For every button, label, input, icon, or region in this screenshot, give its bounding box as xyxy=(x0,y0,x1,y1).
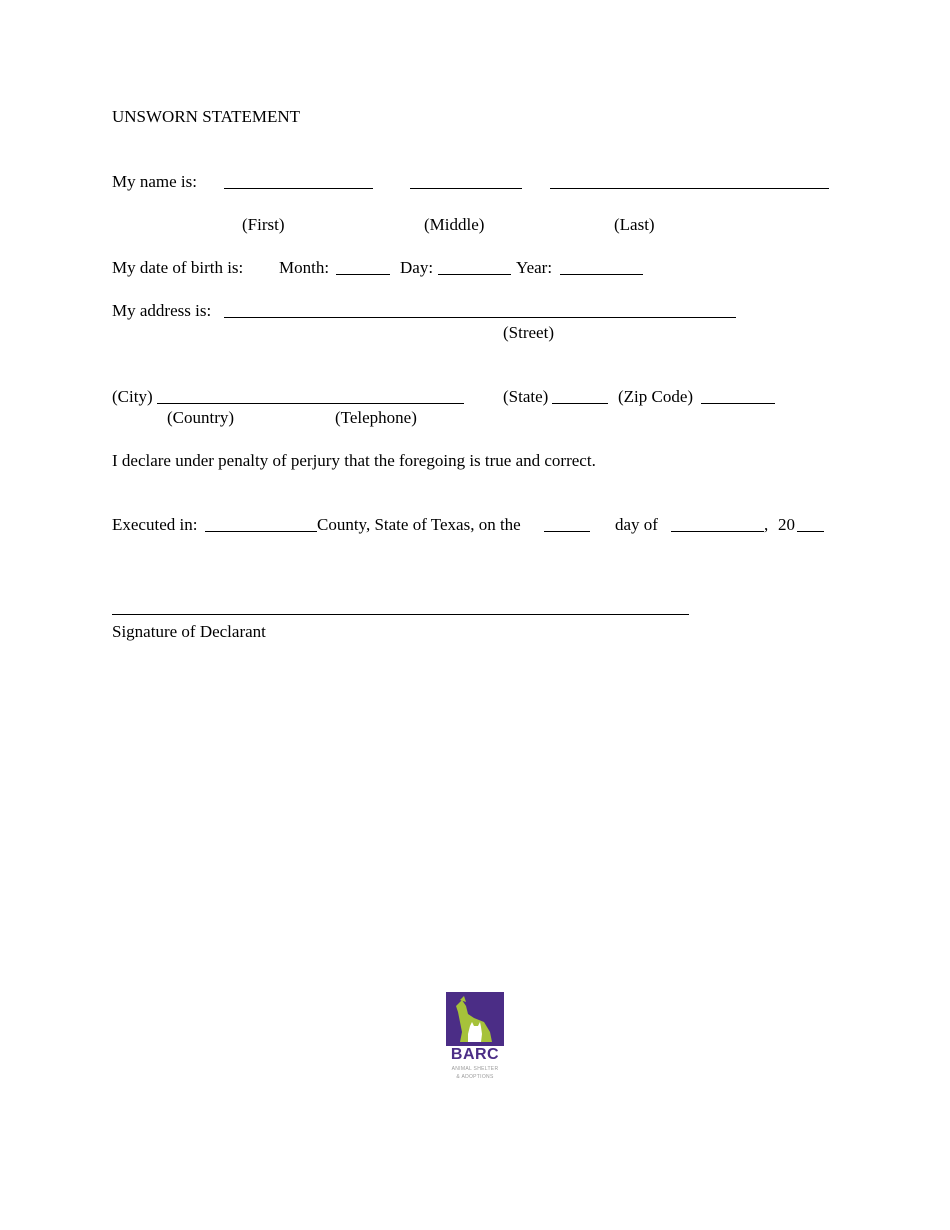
zip-label: (Zip Code) xyxy=(618,387,694,406)
month-label: Month: xyxy=(279,258,330,277)
last-name-field[interactable] xyxy=(550,173,829,189)
day-number-field[interactable] xyxy=(544,516,590,532)
logo-wordmark: BARC xyxy=(450,1046,500,1063)
address-label: My address is: xyxy=(112,301,212,320)
middle-name-caption: (Middle) xyxy=(424,215,485,234)
comma-text: , xyxy=(764,515,769,534)
state-field[interactable] xyxy=(552,388,608,404)
state-label: (State) xyxy=(503,387,549,406)
year-field[interactable] xyxy=(560,259,643,275)
dog-cat-silhouette-icon xyxy=(446,992,504,1046)
declaration-text: I declare under penalty of perjury that the foregoing is true and correct. xyxy=(112,451,596,470)
middle-name-field[interactable] xyxy=(410,173,522,189)
dob-label: My date of birth is: xyxy=(112,258,244,277)
barc-logo xyxy=(446,992,504,1086)
logo-tagline-1: ANIMAL SHELTER xyxy=(451,1066,499,1072)
name-label: My name is: xyxy=(112,172,197,191)
last-name-caption: (Last) xyxy=(614,215,655,234)
street-caption: (Street) xyxy=(503,323,554,342)
county-field[interactable] xyxy=(205,516,317,532)
city-label: (City) xyxy=(112,387,153,406)
zip-field[interactable] xyxy=(701,388,775,404)
logo-tagline-2: & ADOPTIONS xyxy=(456,1074,494,1080)
month-field[interactable] xyxy=(336,259,390,275)
signature-line[interactable] xyxy=(112,599,689,615)
street-field[interactable] xyxy=(224,302,736,318)
telephone-caption: (Telephone) xyxy=(335,408,417,427)
day-label: Day: xyxy=(400,258,434,277)
signature-label: Signature of Declarant xyxy=(112,622,266,641)
year-suffix-field[interactable] xyxy=(797,516,824,532)
first-name-field[interactable] xyxy=(224,173,373,189)
month-name-field[interactable] xyxy=(671,516,764,532)
country-caption: (Country) xyxy=(167,408,235,427)
first-name-caption: (First) xyxy=(242,215,285,234)
year-label: Year: xyxy=(516,258,553,277)
logo-emblem xyxy=(446,992,504,1046)
document-title: UNSWORN STATEMENT xyxy=(112,107,300,126)
city-field[interactable] xyxy=(157,388,464,404)
day-of-label: day of xyxy=(615,515,658,534)
county-text: County, State of Texas, on the xyxy=(317,515,521,534)
year-prefix-text: 20 xyxy=(778,515,795,534)
day-field[interactable] xyxy=(438,259,511,275)
executed-in-label: Executed in: xyxy=(112,515,198,534)
